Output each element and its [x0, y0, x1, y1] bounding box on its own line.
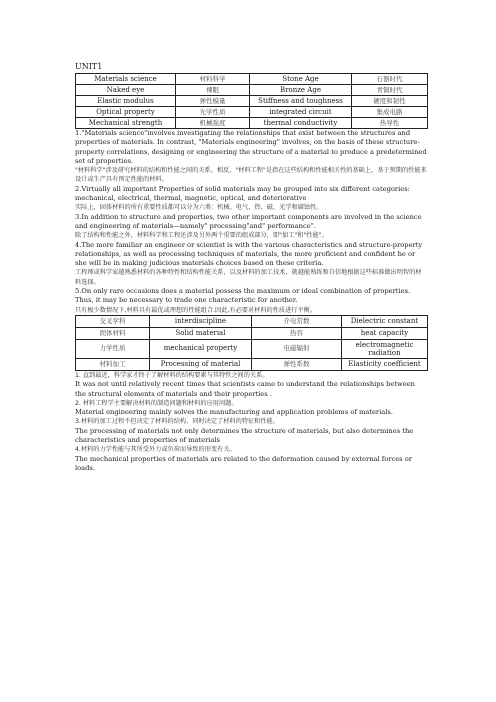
- term-english: Stone Age: [250, 74, 352, 85]
- term-english: integrated circuit: [250, 107, 352, 118]
- paragraph-chinese: 除了结构和性能之外，材料科学和工程还涉及另外两个重要的组成部分，即"加工"和"性能"。: [75, 232, 328, 240]
- paragraph-chinese: 只有极少数情况下,材料具有最优或理想的性能组合.因此,有必要对材料的性质进行平衡。: [75, 306, 317, 314]
- vocab-table-2: [75, 315, 428, 371]
- vocab-table-1: [75, 73, 428, 129]
- paragraph-english: 5.On only rare occasions does a material possess the maximum or ideal combination of properties. Thus, it may be necessary to trade one characteristic for another.: [75, 287, 411, 305]
- paragraph-english: 2.Virtually all important Properties of solid materials may be grouped into six different categories: mechanical, electrical, thermal, magnetic, optical, and deteriorative: [75, 184, 410, 203]
- term-english: heat capacity: [342, 327, 428, 339]
- table-row: [76, 85, 428, 96]
- term-chinese: 介电常数: [252, 315, 342, 327]
- term-english: Elasticity coefficient: [342, 358, 428, 370]
- term-chinese: 硬度和韧性: [352, 96, 428, 107]
- term-chinese: 光学性质: [176, 107, 250, 118]
- table-row: [76, 339, 428, 358]
- paragraph-english: 1."Materials science"involves investigating the relationships that exist between the structures and properties of materials. In contrast, "Materials engineering" involves, on the basis of these structure-property correlations, designing or engineering the structure of a material to produce a predetermined set of properties.: [75, 129, 427, 165]
- term-english: thermal conductivity: [250, 118, 352, 129]
- term-chinese: 弹性系数: [252, 358, 342, 370]
- paragraph-chinese: 2. 材料工程学主要解决材料的制造问题和材料的应用问题。: [75, 399, 238, 407]
- document-page: [75, 62, 427, 473]
- term-chinese: 固体材料: [76, 327, 150, 339]
- paragraph-chinese: 1. 直到最近，科学家才终于了解材料的结构要素与其特性之间的关系。: [75, 371, 269, 379]
- paragraphs-b: [75, 371, 427, 473]
- paragraph-english: 3.In addition to structure and properties, two other important components are involved in the science and engineering of materials—namely" processing"and" performance".: [75, 212, 422, 230]
- table-row: [76, 74, 428, 85]
- term-chinese: 电磁辐射: [252, 339, 342, 358]
- paragraph-chinese: 3.材料的加工过程不但决定了材料的结构，同时决定了材料的特征和性能。: [75, 418, 279, 426]
- paragraph-chinese: 工程师或科学家越熟悉材料的各种特性和结构性能关系，以及材料的加工技术，就越能熟练和自信地根据这些标准做出明智的材料选择。: [75, 269, 422, 286]
- term-english: Processing of material: [150, 358, 252, 370]
- term-chinese: 材料加工: [76, 358, 150, 370]
- term-chinese: 力学性质: [76, 339, 150, 358]
- term-chinese: 石器时代: [352, 74, 428, 85]
- table-row: [76, 315, 428, 327]
- paragraph-english: The processing of materials not only determines the structure of materials, but also determines the characteristics and properties of materials: [75, 426, 414, 445]
- paragraph-chinese: 实际上，固体材料的所有重要性质都可以分为六类：机械、电气、热、磁、光学和腐蚀性。: [75, 204, 323, 212]
- term-chinese: 集成电路: [352, 107, 428, 118]
- paragraph-english: Material engineering mainly solves the manufacturing and application problems of materials.: [75, 408, 393, 417]
- table-row: [76, 107, 428, 118]
- term-chinese: 热容: [252, 327, 342, 339]
- term-english: mechanical property: [150, 339, 252, 358]
- term-english: Elastic modulus: [76, 96, 176, 107]
- term-english: Stiffness and toughness: [250, 96, 352, 107]
- term-english: Materials science: [76, 74, 176, 85]
- term-chinese: 交叉学科: [76, 315, 150, 327]
- term-english: interdiscipline: [150, 315, 252, 327]
- paragraph-chinese: "材料科学"涉及研究材料的结构和性能之间的关系。相反，"材料工程"是指在这些结构和性能相关性的基础上，基于预期的性能来设计或生产具有预定性能的材料。: [75, 167, 427, 184]
- paragraph-english: It was not until relatively recent times that scientists came to understand the relationships between the structural elements of materials and their properties .: [75, 380, 415, 398]
- table-row: [76, 96, 428, 107]
- term-english: Bronze Age: [250, 85, 352, 96]
- term-chinese: 材料科学: [176, 74, 250, 85]
- term-english: Solid material: [150, 327, 252, 339]
- paragraph-english: The mechanical properties of materials are related to the deformation caused by external forces or loads.: [75, 454, 412, 472]
- table-row: [76, 118, 428, 129]
- term-chinese: 青铜时代: [352, 85, 428, 96]
- table-row: [76, 327, 428, 339]
- table-row: [76, 358, 428, 370]
- term-english: electromagnetic radiation: [342, 339, 428, 358]
- term-chinese: 热导性: [352, 118, 428, 129]
- term-chinese: 裸眼: [176, 85, 250, 96]
- paragraphs-a: [75, 129, 427, 315]
- paragraph-english: 4.The more familiar an engineer or scientist is with the various characteristics and structure-property relationships, as well as processing techniques of materials, the more proficient and confident he or she will be in making judicious materials choices based on these criteria.: [75, 240, 423, 268]
- term-chinese: 弹性模量: [176, 96, 250, 107]
- term-english: Mechanical strength: [76, 118, 176, 129]
- term-chinese: 机械强度: [176, 118, 250, 129]
- unit-title: UNIT1: [75, 62, 103, 71]
- term-english: Dielectric constant: [342, 315, 428, 327]
- term-english: Naked eye: [76, 85, 176, 96]
- term-english: Optical property: [76, 107, 176, 118]
- paragraph-chinese: 4.材料的力学性能与其所受外力或负荷而导致的形变有关。: [75, 446, 236, 454]
